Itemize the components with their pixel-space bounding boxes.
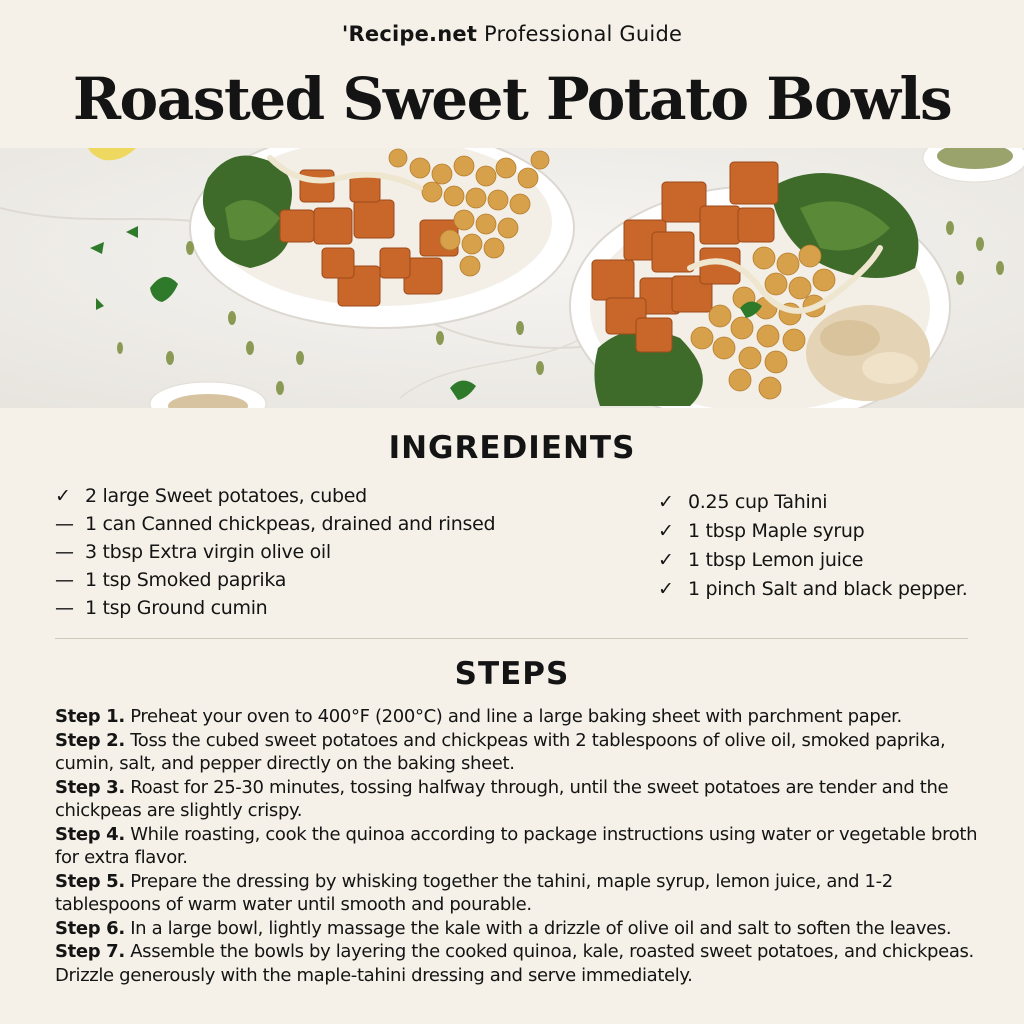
step-item — [55, 776, 1000, 823]
step-text: While roasting, cook the quinoa according to package instructions using water or vegetable broth for extra flavor. — [55, 823, 978, 868]
dash-icon: — — [55, 541, 74, 563]
step-item — [55, 823, 1000, 870]
page-title: Roasted Sweet Potato Bowls — [72, 65, 952, 133]
step-text: In a large bowl, lightly massage the kale with a drizzle of olive oil and salt to soften the leaves. — [124, 917, 952, 939]
list-item — [55, 510, 495, 538]
ingredient-text: 1 tsp Ground cumin — [85, 597, 268, 619]
ingredients-list-right — [658, 488, 967, 604]
step-number: Step 7. — [55, 941, 125, 962]
step-number: Step 4. — [55, 823, 125, 845]
list-item — [658, 546, 967, 575]
step-text: Prepare the dressing by whisking together the tahini, maple syrup, lemon juice, and 1-2 tablespoons of warm water until smooth and pourable. — [55, 870, 893, 915]
check-icon: ✓ — [658, 520, 674, 542]
check-icon: ✓ — [658, 549, 674, 571]
steps-heading: STEPS — [454, 656, 570, 692]
check-icon: ✓ — [658, 578, 674, 600]
step-item — [55, 870, 1000, 917]
ingredient-text: 1 tsp Smoked paprika — [85, 569, 287, 591]
ingredient-text: 1 tbsp Maple syrup — [688, 520, 865, 542]
step-text: Toss the cubed sweet potatoes and chickpeas with 2 tablespoons of olive oil, smoked paprika, cumin, salt, and pepper directly on the baking sheet. — [55, 729, 946, 774]
step-item — [55, 705, 1000, 729]
step-text: Assemble the bowls by layering the cooked quinoa, kale, roasted sweet potatoes, and chickpeas. Drizzle generously with the maple-tahini dressing and serve immediately. — [55, 941, 974, 986]
quinoa-icon — [806, 305, 930, 401]
check-icon: ✓ — [658, 491, 674, 513]
list-item — [55, 594, 495, 622]
brand-line — [0, 22, 1024, 46]
ingredient-text: 1 pinch Salt and black pepper. — [688, 578, 968, 600]
dash-icon: — — [55, 597, 74, 619]
step-item — [55, 917, 1000, 941]
hero-photo — [0, 148, 1024, 408]
step-number: Step 1. — [55, 706, 125, 727]
step-text: Preheat your oven to 400°F (200°C) and line a large baking sheet with parchment paper. — [124, 706, 902, 727]
hero-illustration — [0, 148, 1024, 408]
step-item — [55, 940, 1000, 987]
steps-list — [55, 705, 1000, 987]
step-number: Step 5. — [55, 870, 125, 892]
step-number: Step 2. — [55, 729, 125, 751]
section-divider — [55, 638, 968, 639]
ingredient-text: 0.25 cup Tahini — [688, 491, 828, 513]
ingredient-text: 1 tbsp Lemon juice — [688, 549, 864, 571]
step-item — [55, 729, 1000, 776]
ingredient-text: 3 tbsp Extra virgin olive oil — [85, 541, 331, 563]
ingredient-text: 1 can Canned chickpeas, drained and rinsed — [85, 513, 496, 535]
dash-icon: — — [55, 513, 74, 535]
list-item — [658, 517, 967, 546]
ingredients-list-left — [55, 482, 495, 622]
list-item — [658, 575, 967, 604]
check-icon: ✓ — [55, 485, 71, 507]
ingredients-heading: INGREDIENTS — [388, 430, 636, 466]
header — [0, 0, 1024, 148]
step-number: Step 6. — [55, 917, 125, 939]
step-number: Step 3. — [55, 776, 125, 798]
list-item — [55, 566, 495, 594]
list-item — [658, 488, 967, 517]
list-item — [55, 482, 495, 510]
brand-name: 'Recipe.net — [341, 22, 478, 46]
brand-subtitle: Professional Guide — [477, 22, 683, 46]
step-text: Roast for 25-30 minutes, tossing halfway through, until the sweet potatoes are tender and the chickpeas are slightly crispy. — [55, 776, 949, 821]
dash-icon: — — [55, 569, 74, 591]
ingredient-text: 2 large Sweet potatoes, cubed — [85, 485, 367, 507]
list-item — [55, 538, 495, 566]
